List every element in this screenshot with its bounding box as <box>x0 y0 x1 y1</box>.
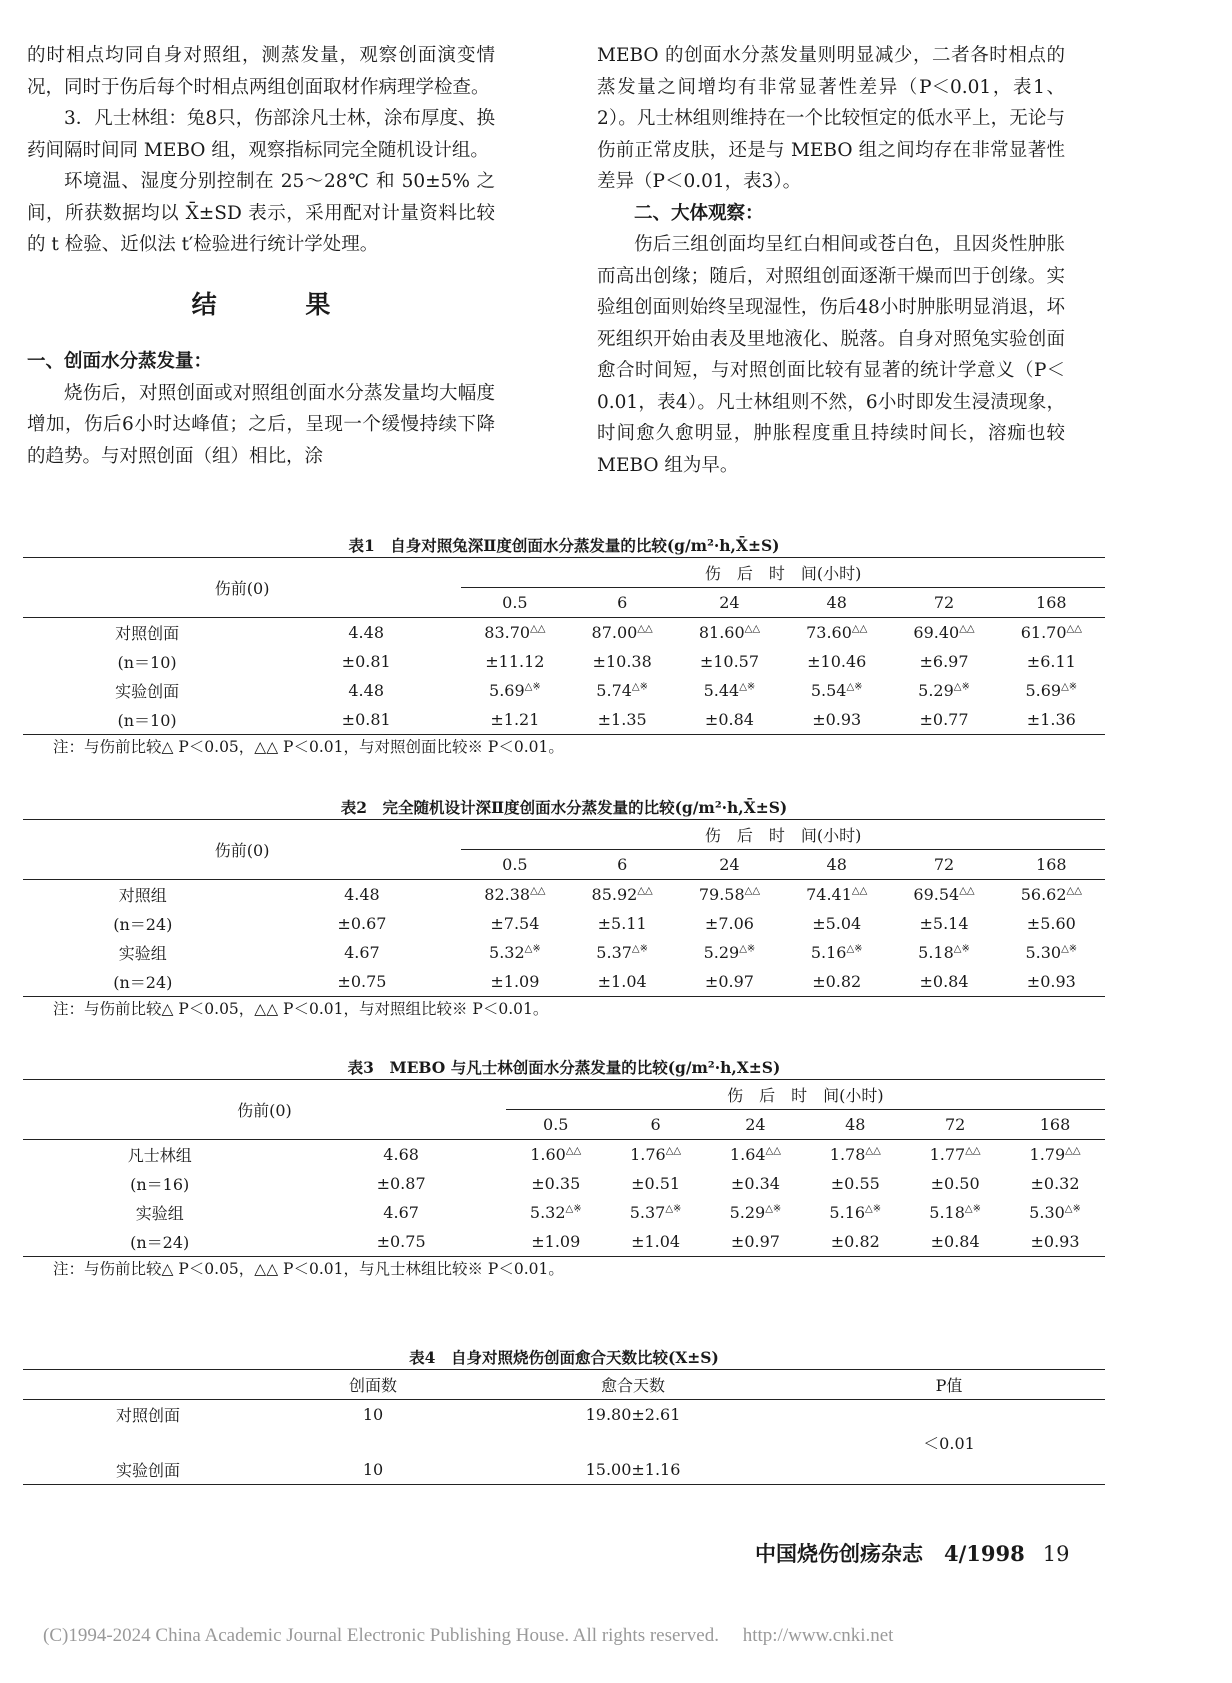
left-paragraph-2: 3．凡士林组：兔8只，伤部涂凡士林，涂布厚度、换药间隔时间同 MEBO 组，观察指标同完全随机设计组。 <box>27 108 495 161</box>
table-1-grid <box>23 557 1105 735</box>
table-row <box>23 705 1105 735</box>
pre-value: ±0.75 <box>376 1232 426 1251</box>
table-row <box>23 618 1105 648</box>
time-col: 48 <box>826 855 847 874</box>
cell: ±6.11 <box>1026 652 1076 671</box>
cell: ±5.11 <box>597 914 647 933</box>
cell: 5.69△※ <box>1025 681 1078 700</box>
table-2-caption: 表2 完全随机设计深Ⅱ度创面水分蒸发量的比较(g/m²·h,X̄±S) <box>340 798 788 817</box>
cell: 1.77△△ <box>929 1145 981 1164</box>
row-label: (n＝24) <box>113 973 173 992</box>
cell: 82.38△△ <box>484 885 546 904</box>
header-cell: 愈合天数 <box>600 1376 665 1395</box>
cell: ±1.36 <box>1026 710 1076 729</box>
table-3 <box>23 1057 1105 1281</box>
time-col: 168 <box>1036 593 1067 612</box>
row-label: 实验创面 <box>115 682 180 701</box>
cell: 5.18△※ <box>918 943 970 962</box>
header-cell: 创面数 <box>348 1376 397 1395</box>
page-footer <box>755 1538 1069 1568</box>
table-3-caption: 表3 MEBO 与凡士林创面水分蒸发量的比较(g/m²·h,X±S) <box>347 1058 781 1077</box>
table-4 <box>23 1347 1105 1485</box>
cell: 5.69△※ <box>489 681 541 700</box>
cell: 5.18△※ <box>929 1203 981 1222</box>
page-number: 19 <box>1042 1542 1070 1566</box>
section-2-heading: 二、大体观察： <box>634 202 764 224</box>
row-label: 实验组 <box>118 944 167 963</box>
time-col: 72 <box>933 593 955 612</box>
cell: ±0.84 <box>919 972 969 991</box>
time-col: 48 <box>845 1115 866 1134</box>
cell: 5.30△※ <box>1029 1203 1081 1222</box>
cell: ±7.54 <box>490 914 540 933</box>
cell: 5.32△※ <box>489 943 541 962</box>
cell: 1.64△△ <box>729 1145 781 1164</box>
table-row <box>23 880 1105 910</box>
table-row <box>23 967 1105 997</box>
row-label: (n＝10) <box>117 653 177 672</box>
time-col: 72 <box>933 855 955 874</box>
pre-value: ±0.81 <box>341 652 391 671</box>
cell: ±0.32 <box>1030 1174 1080 1193</box>
cell: 5.29△※ <box>703 943 756 962</box>
cell: ±10.38 <box>592 652 652 671</box>
row-label: 对照创面 <box>115 1406 180 1425</box>
pre-value: ±0.67 <box>337 914 387 933</box>
table-2-note: 注：与伤前比较△ P＜0.05，△△ P＜0.01，与对照组比较※ P＜0.01。 <box>53 1000 549 1018</box>
cell: 87.00△△ <box>591 623 653 642</box>
cell: 5.37△※ <box>596 943 648 962</box>
cell: ±0.84 <box>930 1232 980 1251</box>
row-label: 对照创面 <box>115 624 180 643</box>
cell: 5.16△※ <box>829 1203 882 1222</box>
cell: 1.60△△ <box>530 1145 582 1164</box>
time-col: 168 <box>1036 855 1067 874</box>
cell: ±6.97 <box>919 652 969 671</box>
time-col: 24 <box>745 1115 766 1134</box>
cell: 85.92△△ <box>591 885 653 904</box>
cell: ±0.97 <box>730 1232 780 1251</box>
cell: 81.60△△ <box>698 623 761 642</box>
cell: ±1.04 <box>597 972 647 991</box>
cell: 56.62△△ <box>1020 885 1082 904</box>
cell: 5.29△※ <box>729 1203 782 1222</box>
cell: 83.70△△ <box>484 623 546 642</box>
section-1-heading: 一、创面水分蒸发量： <box>27 351 213 372</box>
cell: 5.30△※ <box>1025 943 1078 962</box>
row-label: (n＝10) <box>117 711 177 730</box>
pre-value: 4.48 <box>344 885 380 904</box>
pre-value: 4.68 <box>383 1145 419 1164</box>
pre-header: 伤前(0) <box>214 579 270 598</box>
cell: ±1.35 <box>597 710 647 729</box>
cell: ±11.12 <box>485 652 545 671</box>
table-1-caption: 表1 自身对照兔深Ⅱ度创面水分蒸发量的比较(g/m²·h,X̄±S) <box>348 536 780 555</box>
row-label: (n＝16) <box>130 1175 190 1194</box>
table-row <box>23 1140 1105 1170</box>
time-col: 6 <box>650 1115 661 1134</box>
cell: ±0.82 <box>812 972 862 991</box>
time-header: 伤 后 时 间(小时) <box>461 558 1105 588</box>
cell: ±0.50 <box>930 1174 980 1193</box>
table-row <box>23 1227 1105 1257</box>
right-paragraph-2: 伤后三组创面均呈红白相间或苍白色，且因炎性肿胀而高出创缘；随后，对照组创面逐渐干燥而凹于创缘。实验组创面则始终呈现湿性，伤后48小时肿胀明显消退，坏死组织开始由表及里地液化、脱落。自身对照兔实验创面愈合时间短，与对照创面比较有显著的统计学意义（P＜0.01，表4）。凡士林组则不然，6小时即发生浸渍现象，时间愈久愈明显，肿胀程度重且持续时间长，溶痂也较 MEBO 组为早。 <box>597 234 1065 476</box>
cell: 15.00±1.16 <box>585 1460 681 1479</box>
table-row <box>23 1400 1105 1430</box>
cell: ±0.82 <box>830 1232 880 1251</box>
time-col: 6 <box>617 593 628 612</box>
pre-value: 4.48 <box>348 681 384 700</box>
row-label: 实验创面 <box>115 1461 180 1480</box>
cell: 19.80±2.61 <box>585 1405 681 1424</box>
time-col: 24 <box>719 593 740 612</box>
table-2-grid <box>23 819 1105 997</box>
cell: 73.60△△ <box>806 623 868 642</box>
table-3-note: 注：与伤前比较△ P＜0.05，△△ P＜0.01，与凡士林组比较※ P＜0.01。 <box>53 1260 564 1278</box>
cell: ±10.46 <box>807 652 867 671</box>
row-label: 凡士林组 <box>127 1146 192 1165</box>
time-col: 0.5 <box>502 855 528 874</box>
cell: ±0.34 <box>730 1174 780 1193</box>
table-row <box>23 1169 1105 1198</box>
time-col: 0.5 <box>502 593 528 612</box>
table-row <box>23 676 1105 705</box>
cell: 69.40△△ <box>913 623 975 642</box>
cell: 79.58△△ <box>698 885 761 904</box>
pre-value: ±0.81 <box>341 710 391 729</box>
table-row <box>23 1198 1105 1227</box>
table-4-caption: 表4 自身对照烧伤创面愈合天数比较(X±S) <box>409 1348 719 1367</box>
pre-header: 伤前(0) <box>214 841 270 860</box>
cell: 69.54△△ <box>913 885 975 904</box>
row-label: 对照组 <box>118 886 167 905</box>
pre-value: ±0.75 <box>337 972 387 991</box>
table-row <box>23 909 1105 938</box>
cell: ±0.93 <box>1026 972 1076 991</box>
cell: ±0.97 <box>704 972 754 991</box>
cell: 5.54△※ <box>810 681 863 700</box>
pre-value: 4.48 <box>348 623 384 642</box>
cell: 1.79△△ <box>1029 1145 1081 1164</box>
journal-name: 中国烧伤创疡杂志 4/1998 <box>755 1541 1025 1566</box>
cell: ±0.84 <box>704 710 754 729</box>
results-heading: 结 果 <box>191 289 371 319</box>
time-header: 伤 后 时 间(小时) <box>506 1080 1105 1110</box>
cell: ±1.21 <box>490 710 540 729</box>
table-4-grid <box>23 1369 1105 1485</box>
cell: 10 <box>362 1405 384 1424</box>
right-paragraph-1: MEBO 的创面水分蒸发量则明显减少，二者各时相点的蒸发量之间增均有非常显著性差异（P＜0.01，表1、2）。凡士林组则维持在一个比较恒定的低水平上，无论与伤前正常皮肤，还是与 MEBO 组之间均存在非常显著性差异（P＜0.01，表3）。 <box>597 45 1065 192</box>
time-col: 72 <box>944 1115 966 1134</box>
cell: ±5.60 <box>1026 914 1076 933</box>
row-label: (n＝24) <box>130 1233 190 1252</box>
cell: 5.32△※ <box>529 1203 582 1222</box>
cell: ±0.93 <box>1030 1232 1080 1251</box>
cell: ±1.09 <box>490 972 540 991</box>
cell: 5.74△※ <box>596 681 648 700</box>
time-col: 168 <box>1039 1115 1071 1134</box>
table-1-note: 注：与伤前比较△ P＜0.05，△△ P＜0.01，与对照创面比较※ P＜0.01。 <box>53 738 564 756</box>
left-paragraph-4: 烧伤后，对照创面或对照组创面水分蒸发量均大幅度增加，伤后6小时达峰值；之后，呈现一个缓慢持续下降的趋势。与对照创面（组）相比，涂 <box>27 382 495 467</box>
time-col: 0.5 <box>543 1115 569 1134</box>
left-column <box>27 40 495 472</box>
right-column <box>597 40 1065 481</box>
header-cell: P值 <box>935 1376 963 1395</box>
cell: 1.78△△ <box>829 1145 881 1164</box>
cell: 10 <box>362 1460 384 1479</box>
cell: 5.37△※ <box>629 1203 682 1222</box>
cell: 74.41△△ <box>806 885 868 904</box>
p-value: ＜0.01 <box>923 1433 975 1453</box>
pre-value: 4.67 <box>383 1203 419 1222</box>
pre-header: 伤前(0) <box>237 1101 292 1120</box>
row-label: (n＝24) <box>113 915 173 934</box>
cell: 5.29△※ <box>918 681 970 700</box>
cell: ±1.09 <box>531 1232 581 1251</box>
cell: ±7.06 <box>704 914 754 933</box>
cell: 61.70△△ <box>1020 623 1082 642</box>
copyright-watermark: (C)1994-2024 China Academic Journal Electronic Publishing House. All rights reserved. http://www.cnki.net <box>43 1625 894 1646</box>
header-cell <box>23 1370 273 1400</box>
row-label: 实验组 <box>135 1204 184 1223</box>
table-3-grid <box>23 1079 1105 1257</box>
cell: 1.76△△ <box>630 1145 682 1164</box>
time-col: 48 <box>826 593 847 612</box>
time-header: 伤 后 时 间(小时) <box>461 820 1105 850</box>
cell: ±1.04 <box>631 1232 681 1251</box>
cell: ±0.93 <box>812 710 862 729</box>
left-paragraph-3: 环境温、湿度分别控制在 25～28℃ 和 50±5% 之间，所获数据均以 X̄±SD 表示，采用配对计量资料比较的 t 检验、近似法 t′检验进行统计学处理。 <box>27 171 495 255</box>
cell: 5.44△※ <box>703 681 756 700</box>
cell: ±0.35 <box>531 1174 581 1193</box>
table-row <box>23 938 1105 967</box>
cell: ±5.04 <box>812 914 862 933</box>
cell: ±0.77 <box>919 710 969 729</box>
cell: ±0.51 <box>631 1174 681 1193</box>
time-col: 6 <box>617 855 628 874</box>
table-1 <box>23 535 1105 759</box>
time-col: 24 <box>719 855 740 874</box>
cell: ±10.57 <box>699 652 760 671</box>
pre-value: ±0.87 <box>376 1174 426 1193</box>
cell: ±0.55 <box>830 1174 880 1193</box>
table-row <box>23 647 1105 676</box>
cell: 5.16△※ <box>810 943 863 962</box>
cell: ±5.14 <box>919 914 969 933</box>
table-2 <box>23 797 1105 1021</box>
left-paragraph-1: 的时相点均同自身对照组，测蒸发量，观察创面演变情况，同时于伤后每个时相点两组创面取材作病理学检查。 <box>27 45 495 98</box>
pre-value: 4.67 <box>344 943 380 962</box>
